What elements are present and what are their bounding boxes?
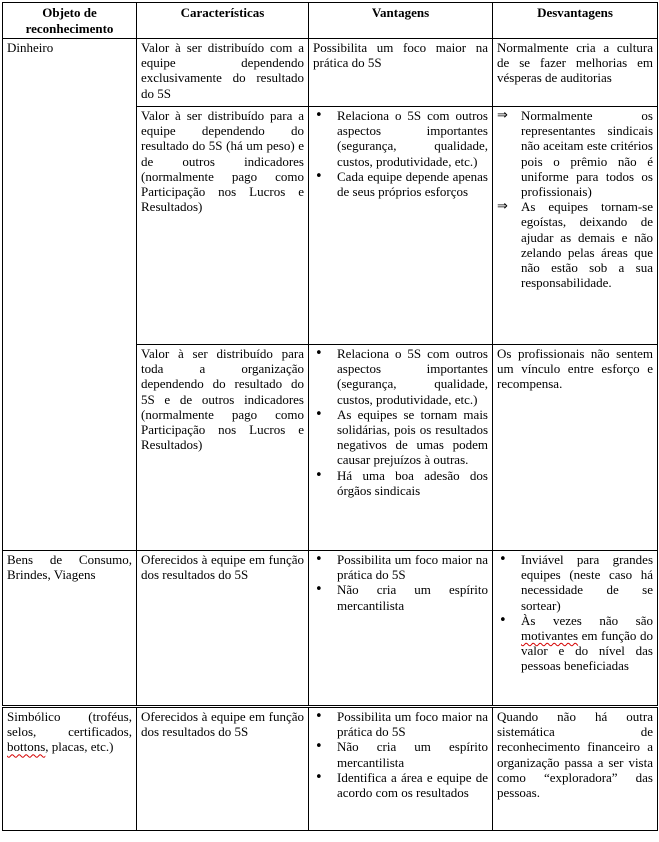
- header-row: [3, 3, 658, 39]
- header-vantagens: Vantagens: [309, 3, 493, 39]
- label-text: Simbólico (troféus, selos, certificados,: [7, 709, 132, 740]
- item-text: em função do valor e do nível das pessoas beneficiadas: [521, 628, 653, 674]
- list-item: ⇒ Normalmente os representantes sindicais não aceitam este critérios pois o prêmio não é uniforme para todos os profissionais): [497, 108, 653, 199]
- document-page: [2, 2, 657, 831]
- list-item: • Há uma boa adesão dos órgãos sindicais: [313, 468, 488, 498]
- header-caracteristicas: Características: [137, 3, 309, 39]
- list-item: • Identifica a área e equipe de acordo com os resultados: [313, 770, 488, 800]
- cell-dinheiro-label: Dinheiro: [3, 39, 137, 551]
- cell-simbolico-caracteristicas: Oferecidos à equipe em função dos resultados do 5S: [137, 707, 309, 831]
- cell-bens-caracteristicas: Oferecidos à equipe em função dos resultados do 5S: [137, 551, 309, 707]
- cell-dinheiro-3-desvantagens: Os profissionais não sentem um vínculo entre esforço e recompensa.: [493, 345, 658, 551]
- list-item: • Possibilita um foco maior na prática do 5S: [313, 709, 488, 739]
- cell-simbolico-vantagens: [309, 707, 493, 831]
- cell-dinheiro-3-caracteristicas: Valor à ser distribuído para toda a organização dependendo do resultado do 5S e de outros indicadores (normalmente pago como Participação nos Lucros e Resultados): [137, 345, 309, 551]
- recognition-table: [2, 2, 658, 831]
- cell-dinheiro-2-caracteristicas: Valor à ser distribuído para a equipe dependendo do resultado do 5S (há um peso) e de outros indicadores (normalmente pago como Participação nos Lucros e Resultados): [137, 107, 309, 345]
- item-text: Às vezes não são: [521, 612, 653, 628]
- cell-bens-desvantagens: [493, 551, 658, 707]
- spellcheck-flagged-word: bottons: [7, 739, 46, 755]
- cell-dinheiro-1-caracteristicas: Valor à ser distribuído com a equipe dependendo exclusivamente do resultado do 5S: [137, 39, 309, 107]
- cell-dinheiro-1-desvantagens: Normalmente cria a cultura de se fazer melhorias em vésperas de auditorias: [493, 39, 658, 107]
- list-item: • Relaciona o 5S com outros aspectos importantes (segurança, qualidade, custos, produtividade, etc.): [313, 346, 488, 407]
- header-desvantagens: Desvantagens: [493, 3, 658, 39]
- table-row-dinheiro-1: [3, 39, 658, 107]
- list-item: • Não cria um espírito mercantilista: [313, 582, 488, 612]
- cell-simbolico-desvantagens: Quando não há outra sistemática de reconhecimento financeiro a organização passa a ser vista como “exploradora” das pessoas.: [493, 707, 658, 831]
- cell-dinheiro-2-vantagens: [309, 107, 493, 345]
- list-item: • Cada equipe depende apenas de seus próprios esforços: [313, 169, 488, 199]
- cell-simbolico-label: [3, 707, 137, 831]
- list-item: • Não cria um espírito mercantilista: [313, 739, 488, 769]
- cell-dinheiro-1-vantagens: Possibilita um foco maior na prática do 5S: [309, 39, 493, 107]
- header-objeto: Objeto de reconhecimento: [3, 3, 137, 39]
- list-item: • Relaciona o 5S com outros aspectos importantes (segurança, qualidade, custos, produtividade, etc.): [313, 108, 488, 169]
- cell-dinheiro-2-desvantagens: [493, 107, 658, 345]
- list-item: [497, 613, 653, 674]
- cell-bens-label: Bens de Consumo, Brindes, Viagens: [3, 551, 137, 707]
- list-item: • Possibilita um foco maior na prática do 5S: [313, 552, 488, 582]
- list-item: • As equipes se tornam mais solidárias, pois os resultados negativos de umas podem causar prejuízos à outras.: [313, 407, 488, 468]
- cell-bens-vantagens: [309, 551, 493, 707]
- table-row-simbolico: [3, 707, 658, 831]
- label-text: , placas, etc.): [45, 739, 114, 755]
- list-item: • Inviável para grandes equipes (neste caso há necessidade de se sortear): [497, 552, 653, 613]
- table-row-bens: [3, 551, 658, 707]
- list-item: ⇒ As equipes tornam-se egoístas, deixando de ajudar as demais e não zelando pelas áreas que não estão sob a sua responsabilidade.: [497, 199, 653, 290]
- spellcheck-flagged-word: motivantes: [521, 628, 579, 644]
- cell-dinheiro-3-vantagens: [309, 345, 493, 551]
